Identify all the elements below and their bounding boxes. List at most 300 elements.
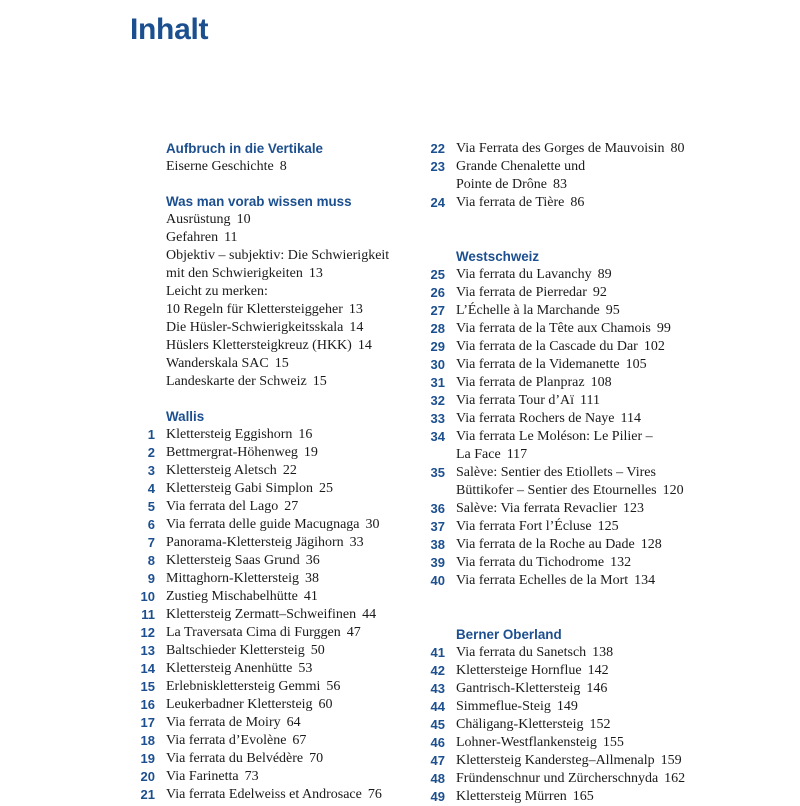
toc-entry-line	[420, 410, 800, 428]
toc-entry	[130, 768, 430, 786]
route-number: 32	[430, 393, 445, 408]
route-number: 49	[430, 789, 445, 804]
entry-title: Via ferrata Rochers de Naye	[456, 411, 615, 426]
page-number: 64	[286, 715, 301, 730]
page-number: 105	[625, 357, 647, 372]
toc-entry	[130, 534, 430, 552]
entry-title: Via ferrata de la Videmanette	[456, 357, 620, 372]
toc-entry-line	[130, 750, 430, 768]
toc-entry-line	[130, 158, 430, 176]
route-number: 43	[430, 681, 445, 696]
toc-entry-line	[130, 462, 430, 480]
toc-entry	[130, 283, 430, 319]
entry-title: Klettersteig Mürren	[456, 789, 567, 804]
toc-entry-line	[420, 392, 800, 410]
route-number: 34	[430, 429, 445, 444]
toc-entry	[130, 642, 430, 660]
entry-title: Klettersteig Aletsch	[166, 463, 277, 478]
toc-entry	[420, 356, 800, 374]
section-heading: Berner Oberland	[456, 627, 562, 642]
toc-entry-line	[130, 498, 430, 516]
page-number: 8	[279, 159, 287, 174]
toc-entry	[420, 752, 800, 770]
entry-title: Mittaghorn-Klettersteig	[166, 571, 299, 586]
page-number: 33	[349, 535, 364, 550]
toc-left-column	[130, 140, 430, 804]
route-number: 41	[430, 645, 445, 660]
page-number: 125	[597, 519, 619, 534]
page-number: 38	[304, 571, 319, 586]
toc-entry	[420, 158, 800, 194]
toc-entry-line	[420, 374, 800, 392]
toc-entry-line	[130, 211, 430, 229]
toc-entry	[130, 732, 430, 750]
entry-title: Via ferrata d’Evolène	[166, 733, 287, 748]
toc-entry	[130, 462, 430, 480]
entry-title: Fründenschnur und Zürcherschnyda	[456, 771, 659, 786]
toc-entry-line	[130, 229, 430, 247]
toc-entry-line	[420, 536, 800, 554]
section-heading: Wallis	[166, 409, 205, 424]
page-number: 159	[660, 753, 682, 768]
page-number: 95	[605, 303, 620, 318]
route-number: 27	[430, 303, 445, 318]
page-number: 123	[622, 501, 644, 516]
entry-title: Bettmergrat-Höhenweg	[166, 445, 298, 460]
toc-entry	[130, 355, 430, 373]
toc-entry-line	[130, 355, 430, 373]
toc-entry	[130, 516, 430, 534]
entry-title: Hüslers Klettersteigkreuz (HKK)	[166, 338, 352, 353]
entry-title: Baltschieder Klettersteig	[166, 643, 305, 658]
entry-title: Klettersteig Gabi Simplon	[166, 481, 313, 496]
toc-entry	[420, 284, 800, 302]
toc-entry-line	[130, 373, 430, 391]
page-number: 92	[592, 285, 607, 300]
entry-title: Lohner-Westflankensteig	[456, 735, 597, 750]
page-number: 120	[662, 483, 684, 498]
page-number: 155	[602, 735, 624, 750]
page-number: 36	[305, 553, 320, 568]
route-number: 21	[140, 787, 155, 802]
toc-entry	[130, 211, 430, 229]
route-number: 8	[147, 553, 155, 568]
toc-entry-line	[130, 642, 430, 660]
toc-entry-line	[420, 284, 800, 302]
toc-entry	[130, 337, 430, 355]
entry-title: Via ferrata de la Tête aux Chamois	[456, 321, 651, 336]
route-number: 33	[430, 411, 445, 426]
route-number: 19	[140, 751, 155, 766]
toc-entry-line	[420, 194, 800, 212]
entry-title: Via Farinetta	[166, 769, 239, 784]
route-number: 5	[147, 499, 155, 514]
entry-title: Landeskarte der Schweiz	[166, 374, 307, 389]
entry-title: Via ferrata du Tichodrome	[456, 555, 605, 570]
route-number: 6	[147, 517, 155, 532]
toc-right-column	[420, 140, 800, 806]
page-number: 128	[640, 537, 662, 552]
page-title: Inhalt	[130, 13, 209, 46]
toc-entry	[130, 247, 430, 283]
toc-entry-line	[130, 552, 430, 570]
toc-entry-line	[420, 140, 800, 158]
entry-title: Via ferrata de Moiry	[166, 715, 281, 730]
page-number: 27	[284, 499, 299, 514]
entry-title: Gefahren	[166, 230, 219, 245]
entry-title: Klettersteig Eggishorn	[166, 427, 293, 442]
toc-entry-line	[130, 516, 430, 534]
page-number: 76	[367, 787, 382, 802]
toc-entry	[420, 428, 800, 464]
route-number: 28	[430, 321, 445, 336]
page-number: 114	[620, 411, 642, 426]
route-number: 35	[430, 465, 445, 480]
page-number: 19	[303, 445, 318, 460]
toc-entry-line	[130, 732, 430, 750]
entry-title: Via ferrata Tour d’Aï	[456, 393, 575, 408]
toc-entry	[130, 444, 430, 462]
route-number: 18	[140, 733, 155, 748]
toc-entry	[130, 750, 430, 768]
toc-entry-line	[420, 464, 800, 482]
entry-title: Pointe de Drône	[456, 177, 547, 192]
page-number: 11	[224, 230, 238, 245]
toc-entry	[420, 770, 800, 788]
toc-entry	[130, 660, 430, 678]
entry-title: Zustieg Mischabelhütte	[166, 589, 298, 604]
route-number: 30	[430, 357, 445, 372]
toc-entry	[130, 498, 430, 516]
page-number: 86	[570, 195, 585, 210]
toc-section	[130, 408, 430, 804]
entry-title: Via ferrata Fort l’Écluse	[456, 519, 592, 534]
entry-title: Grande Chenalette und	[456, 159, 586, 174]
route-number: 1	[147, 427, 155, 442]
entry-title: Erlebnisklettersteig Gemmi	[166, 679, 321, 694]
toc-entry-line	[420, 482, 800, 500]
page-number: 10	[236, 212, 251, 227]
toc-entry-line	[420, 302, 800, 320]
toc-entry-line	[130, 588, 430, 606]
page-number: 138	[592, 645, 614, 660]
route-number: 44	[430, 699, 445, 714]
toc-entry-line	[420, 698, 800, 716]
page-number: 25	[318, 481, 333, 496]
page-number: 50	[310, 643, 325, 658]
entry-title: Klettersteig Kandersteg–Allmenalp	[456, 753, 655, 768]
route-number: 46	[430, 735, 445, 750]
toc-entry-line	[130, 696, 430, 714]
page-number: 56	[326, 679, 341, 694]
toc-entry-line	[420, 734, 800, 752]
toc-entry	[420, 698, 800, 716]
toc-entry	[420, 716, 800, 734]
entry-title: Leicht zu merken:	[166, 284, 268, 299]
toc-entry	[420, 680, 800, 698]
toc-entry	[420, 500, 800, 518]
page-number: 99	[656, 321, 671, 336]
route-number: 47	[430, 753, 445, 768]
toc-entry-line	[130, 786, 430, 804]
route-number: 31	[430, 375, 445, 390]
entry-title: Via ferrata Le Moléson: Le Pilier –	[456, 429, 653, 444]
entry-title: Eiserne Geschichte	[166, 159, 274, 174]
toc-section	[130, 193, 430, 391]
toc-entry-line	[420, 500, 800, 518]
toc-entry	[130, 678, 430, 696]
route-number: 42	[430, 663, 445, 678]
page-number: 14	[357, 338, 372, 353]
route-number: 40	[430, 573, 445, 588]
entry-title: Salève: Sentier des Etiollets – Vires	[456, 465, 656, 480]
entry-title: Klettersteig Anenhütte	[166, 661, 293, 676]
toc-entry-line	[420, 680, 800, 698]
entry-title: Via ferrata du Belvédère	[166, 751, 304, 766]
toc-entry	[420, 410, 800, 428]
page-number: 152	[589, 717, 611, 732]
entry-title: Die Hüsler-Schwierigkeitsskala	[166, 320, 344, 335]
entry-title: Via ferrata de la Cascade du Dar	[456, 339, 638, 354]
entry-title: L’Échelle à la Marchande	[456, 303, 600, 318]
entry-title: Via ferrata de Planpraz	[456, 375, 585, 390]
entry-title: Wanderskala SAC	[166, 356, 269, 371]
route-number: 10	[140, 589, 155, 604]
page-number: 30	[365, 517, 380, 532]
entry-title: Via ferrata du Sanetsch	[456, 645, 587, 660]
route-number: 37	[430, 519, 445, 534]
entry-title: Via ferrata de Tière	[456, 195, 565, 210]
toc-section	[420, 248, 800, 590]
toc-entry	[420, 554, 800, 572]
toc-entry-line	[130, 337, 430, 355]
page-number: 15	[312, 374, 327, 389]
toc-entry-line	[420, 428, 800, 446]
page-number: 111	[580, 393, 601, 408]
toc-entry	[420, 374, 800, 392]
page-number: 67	[292, 733, 307, 748]
toc-entry-line	[420, 356, 800, 374]
toc-entry	[130, 426, 430, 444]
toc-entry-line	[420, 176, 800, 194]
toc-entry	[130, 229, 430, 247]
toc-entry	[420, 302, 800, 320]
toc-entry-line	[130, 247, 430, 265]
toc-entry	[130, 552, 430, 570]
toc-entry-line	[130, 714, 430, 732]
page-number: 108	[590, 375, 612, 390]
section-heading: Aufbruch in die Vertikale	[166, 141, 324, 156]
route-number: 4	[147, 481, 155, 496]
route-number: 14	[140, 661, 155, 676]
entry-title: Salève: Via ferrata Revaclier	[456, 501, 617, 516]
route-number: 7	[147, 535, 155, 550]
route-number: 25	[430, 267, 445, 282]
toc-section	[420, 626, 800, 806]
page-number: 132	[610, 555, 632, 570]
route-number: 3	[147, 463, 155, 478]
page-number: 44	[362, 607, 377, 622]
toc-entry	[420, 140, 800, 158]
page-number: 13	[308, 266, 323, 281]
page-number: 47	[346, 625, 361, 640]
section-gap	[420, 590, 800, 626]
toc-entry-line	[420, 752, 800, 770]
entry-title: 10 Regeln für Klettersteiggeher	[166, 302, 343, 317]
entry-title: Via Ferrata des Gorges de Mauvoisin	[456, 141, 665, 156]
section-heading: Was man vorab wissen muss	[166, 194, 352, 209]
toc-entry-line	[420, 554, 800, 572]
toc-entry-line	[130, 660, 430, 678]
toc-entry-line	[420, 338, 800, 356]
toc-entry-line	[130, 606, 430, 624]
entry-title: Simmeflue-Steig	[456, 699, 551, 714]
entry-title: Via ferrata de la Roche au Dade	[456, 537, 635, 552]
toc-entry-line	[420, 770, 800, 788]
toc-entry	[130, 588, 430, 606]
toc-entry	[130, 570, 430, 588]
toc-entry-line	[420, 644, 800, 662]
route-number: 17	[140, 715, 155, 730]
route-number: 23	[430, 159, 445, 174]
entry-title: Via ferrata del Lago	[166, 499, 279, 514]
entry-title: Gantrisch-Klettersteig	[456, 681, 581, 696]
toc-entry	[130, 606, 430, 624]
toc-entry	[420, 518, 800, 536]
toc-entry-line	[420, 518, 800, 536]
route-number: 24	[430, 195, 445, 210]
toc-entry-line	[130, 678, 430, 696]
route-number: 11	[141, 607, 155, 622]
toc-entry-line	[130, 480, 430, 498]
toc-entry	[130, 158, 430, 176]
toc-entry	[130, 714, 430, 732]
toc-entry-line	[130, 265, 430, 283]
toc-entry	[420, 644, 800, 662]
page-number: 15	[274, 356, 289, 371]
page-number: 70	[309, 751, 324, 766]
toc-entry	[420, 788, 800, 806]
toc-entry-line	[420, 572, 800, 590]
page-number: 83	[552, 177, 567, 192]
page-number: 162	[664, 771, 686, 786]
toc-entry	[130, 319, 430, 337]
entry-title: Klettersteig Zermatt–Schweifinen	[166, 607, 357, 622]
page-number: 22	[282, 463, 297, 478]
entry-title: mit den Schwierigkeiten	[166, 266, 303, 281]
toc-entry-line	[130, 570, 430, 588]
page-number: 14	[349, 320, 364, 335]
toc-entry-line	[420, 320, 800, 338]
route-number: 20	[140, 769, 155, 784]
page-number: 117	[506, 447, 528, 462]
toc-entry	[420, 662, 800, 680]
toc-entry-line	[420, 788, 800, 806]
toc-entry-line	[130, 444, 430, 462]
page-number: 53	[298, 661, 313, 676]
route-number: 16	[140, 697, 155, 712]
section-gap	[420, 212, 800, 248]
route-number: 26	[430, 285, 445, 300]
route-number: 38	[430, 537, 445, 552]
route-number: 22	[430, 141, 445, 156]
toc-entry	[130, 480, 430, 498]
toc-entry	[130, 624, 430, 642]
entry-title: Ausrüstung	[166, 212, 231, 227]
route-number: 45	[430, 717, 445, 732]
toc-entry	[420, 536, 800, 554]
toc-entry-line	[130, 534, 430, 552]
page-number: 149	[556, 699, 578, 714]
entry-title: Via ferrata du Lavanchy	[456, 267, 592, 282]
toc-entry-line	[420, 716, 800, 734]
entry-title: Büttikofer – Sentier des Etournelles	[456, 483, 657, 498]
page-number: 73	[244, 769, 259, 784]
toc-entry	[130, 373, 430, 391]
page-number: 89	[597, 267, 612, 282]
route-number: 36	[430, 501, 445, 516]
route-number: 9	[147, 571, 155, 586]
entry-title: Leukerbadner Klettersteig	[166, 697, 313, 712]
page-number: 134	[634, 573, 656, 588]
section-gap	[130, 176, 430, 193]
route-number: 29	[430, 339, 445, 354]
toc-entry-line	[130, 426, 430, 444]
section-heading: Westschweiz	[456, 249, 540, 264]
toc-entry-line	[130, 768, 430, 786]
page-number: 142	[587, 663, 609, 678]
toc-entry-line	[420, 446, 800, 464]
toc-section	[130, 140, 430, 176]
entry-title: Via ferrata delle guide Macugnaga	[166, 517, 360, 532]
page-number: 80	[670, 141, 685, 156]
entry-title: La Traversata Cima di Furggen	[166, 625, 341, 640]
entry-title: Via ferrata Edelweiss et Androsace	[166, 787, 362, 802]
entry-title: Klettersteig Saas Grund	[166, 553, 300, 568]
toc-entry	[420, 266, 800, 284]
page-number: 146	[586, 681, 608, 696]
toc-entry-line	[130, 283, 430, 301]
section-gap	[130, 391, 430, 408]
route-number: 12	[140, 625, 155, 640]
toc-entry-line	[420, 158, 800, 176]
route-number: 48	[430, 771, 445, 786]
toc-entry	[420, 194, 800, 212]
entry-title: Objektiv – subjektiv: Die Schwierigkeit	[166, 248, 390, 263]
toc-entry	[420, 734, 800, 752]
toc-entry	[420, 572, 800, 590]
entry-title: Chäligang-Klettersteig	[456, 717, 584, 732]
toc-entry-line	[420, 266, 800, 284]
entry-title: Via ferrata de Pierredar	[456, 285, 587, 300]
toc-entry	[130, 696, 430, 714]
entry-title: Klettersteige Hornflue	[456, 663, 582, 678]
page-number: 60	[318, 697, 333, 712]
toc-entry-line	[130, 624, 430, 642]
toc-entry-line	[420, 662, 800, 680]
toc-entry	[130, 786, 430, 804]
toc-entry-line	[130, 319, 430, 337]
page-number: 102	[643, 339, 665, 354]
toc-entry	[420, 464, 800, 500]
entry-title: Panorama-Klettersteig Jägihorn	[166, 535, 344, 550]
toc-entry	[420, 320, 800, 338]
page-number: 16	[298, 427, 313, 442]
entry-title: Via ferrata Echelles de la Mort	[456, 573, 629, 588]
toc-entry-line	[130, 301, 430, 319]
route-number: 39	[430, 555, 445, 570]
entry-title: La Face	[456, 447, 501, 462]
